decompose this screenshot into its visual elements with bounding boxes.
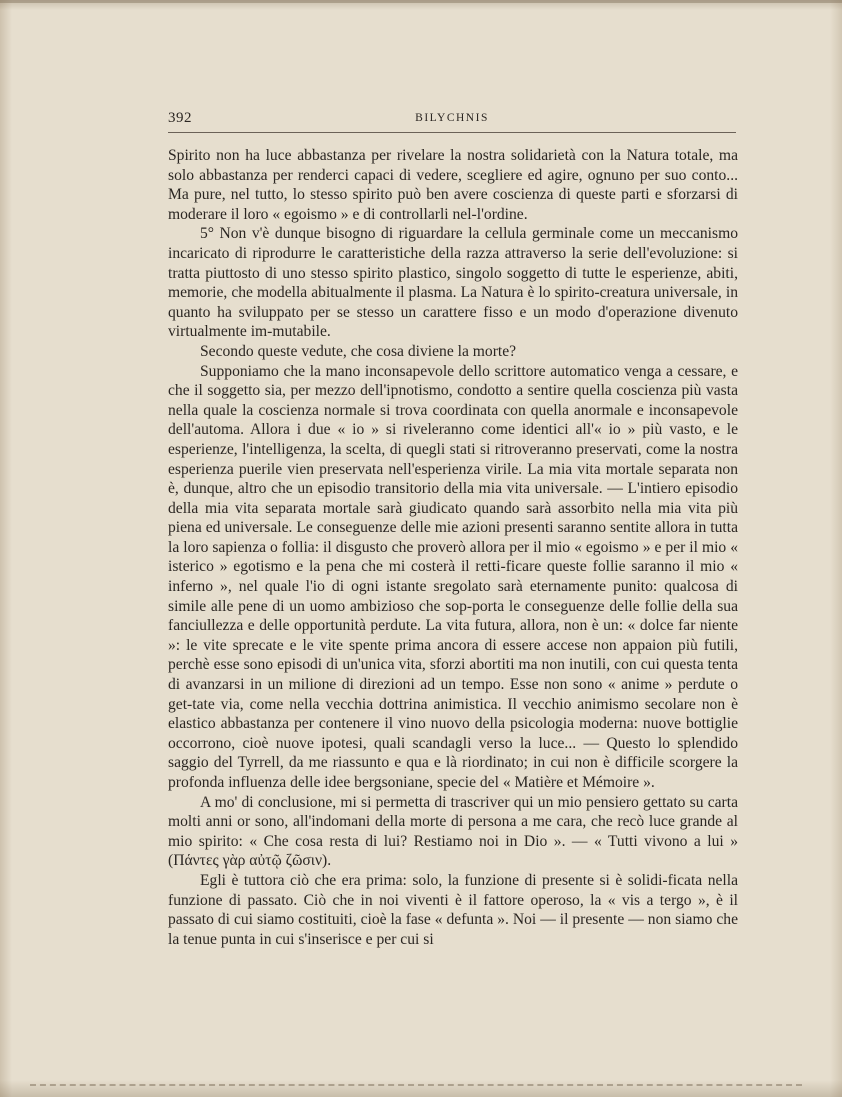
page-number: 392 <box>168 110 192 126</box>
page-top-edge <box>0 0 842 3</box>
paragraph-2: 5° Non v'è dunque bisogno di riguardare la cellula germinale come un meccanismo incaricato di riprodurre le caratteristiche della razza attraverso la serie dell'evoluzione: si tratta piuttosto di uno stesso spirito plastico, singolo soggetto di tutte le esperienze, abiti, memorie, che modella abitualmente il plasma. La Natura è lo spirito-creatura universale, in quanto ha sviluppato per se stesso un carattere fisso e un modo d'operazione divenuto virtualmente im-mutabile. <box>168 225 738 341</box>
paragraph-3: Secondo queste vedute, che cosa diviene la morte? <box>200 342 517 360</box>
page-bottom-edge <box>30 1084 802 1088</box>
paragraph-1: Spirito non ha luce abbastanza per rivelare la nostra solidarietà con la Natura totale, ma solo abbastanza per renderci capaci di vedere, scegliere ed agire, ognuno per suo conto... Ma pure, nel tutto, lo stesso spirito può ben avere coscienza di queste parti e sforzarsi di moderare il loro « egoismo » e di controllarli nel-l'ordine. <box>168 147 738 223</box>
paragraph-5: A mo' di conclusione, mi si permetta di trascriver qui un mio pensiero gettato su carta molti anni or sono, all'indomani della morte di persona a me cara, che recò luce grande al mio spirito: « Che cosa resta di lui? Restiamo noi in Dio ». — « Tutti vivono a lui » (Πάντες γὰρ αὐτῷ ζῶσιν). <box>168 793 738 870</box>
paragraph-6: Egli è tuttora ciò che era prima: solo, la funzione di presente si è solidi-ficata nella funzione di passato. Ciò che in noi viventi è il fattore operoso, la « vis a tergo », è il passato di cui siamo costituiti, cioè la fase « defunta ». Noi — il presente — non siamo che la tenue punta in cui s'inserisce e per cui si <box>168 871 738 948</box>
running-header <box>168 110 736 133</box>
body-text <box>168 146 738 949</box>
running-title: BILYCHNIS <box>415 112 489 124</box>
paragraph-4: Supponiamo che la mano inconsapevole dello scrittore automatico venga a cessare, e che il soggetto sia, per mezzo dell'ipnotismo, condotto a sentire quella coscienza più vasta nella quale la coscienza normale si trova coordinata con quella anormale e inconsapevole dell'automa. Allora i due « io » si riveleranno come identici all'« io » più vasto, e le esperienze, l'intelligenza, la scelta, di quegli stati si ritroveranno preservati, come la nostra esperienza puerile vien preservata nell'esperienza virile. La mia vita mortale separata non è, dunque, altro che un episodio transitorio della mia vita universale. — L'intiero episodio della mia vita separata mortale sarà giudicato quando sarà assorbito nella mia vita più piena ed universale. Le conseguenze delle mie azioni presenti saranno sentite allora in tutta la loro sapienza o follia: il disgusto che proverò allora per il mio « egoismo » e per il mio « isterico » egotismo e la pena che mi costerà il retti-ficare queste follie saranno il mio « inferno », nel quale l'io di ogni istante sregolato sarà eternamente punito: qualcosa di simile alle pene di un uomo ambizioso che sop-porta le conseguenze delle follie della sua fanciullezza e delle opportunità perdute. La vita futura, allora, non è un: « dolce far niente »: le vite sprecate e le vite spente prima ancora di essere accese non appaion più futili, perchè esse sono episodi di un'unica vita, sforzi abortiti ma non inutili, con cui questa tenta di avanzarsi in un milione di direzioni ad un tempo. Esse non sono « anime » perdute o get-tate via, come nella vecchia dottrina animistica. Il vecchio animismo secolare non è elastico abbastanza per contenere il vino nuovo della psicologia moderna: nuove bottiglie occorrono, cioè nuove ipotesi, quali scandagli verso la luce... — Questo lo splendido saggio del Tyrrell, da me riassunto e qua e là riordinato; in cui non è difficile scorgere la profonda influenza delle idee bergsoniane, specie del « Matière et Mémoire ». <box>168 362 738 791</box>
